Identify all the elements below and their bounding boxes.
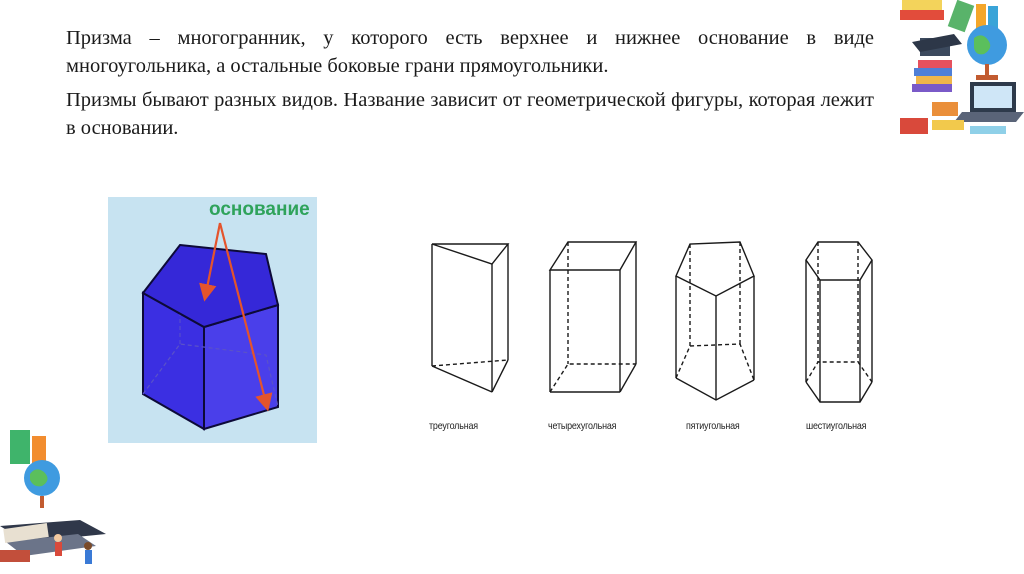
caption-quadrangular: четырехугольная <box>548 420 617 432</box>
pentagonal-prism <box>676 242 754 400</box>
caption-pentagonal: пятиугольная <box>686 420 740 432</box>
laptop-globe-illustration <box>0 430 106 574</box>
definition-paragraph: Призма – многогранник, у которого есть верхнее и нижнее основание в виде многоугольника, а остальные боковые грани прямоугольники. <box>66 27 874 77</box>
quadrangular-prism <box>550 242 636 392</box>
triangular-prism <box>432 244 508 392</box>
caption-hexagonal: шестиугольная <box>806 420 867 432</box>
types-paragraph: Призмы бывают разных видов. Название зависит от геометрической фигуры, которая лежит в основании. <box>66 89 874 139</box>
hexagonal-prism <box>806 242 872 402</box>
books-globe-illustration <box>892 0 1024 145</box>
prism-types-drawing <box>420 230 890 410</box>
base-label: основание <box>209 199 310 220</box>
caption-triangular: треугольная <box>429 420 478 432</box>
pentagonal-prism-figure <box>108 197 317 443</box>
